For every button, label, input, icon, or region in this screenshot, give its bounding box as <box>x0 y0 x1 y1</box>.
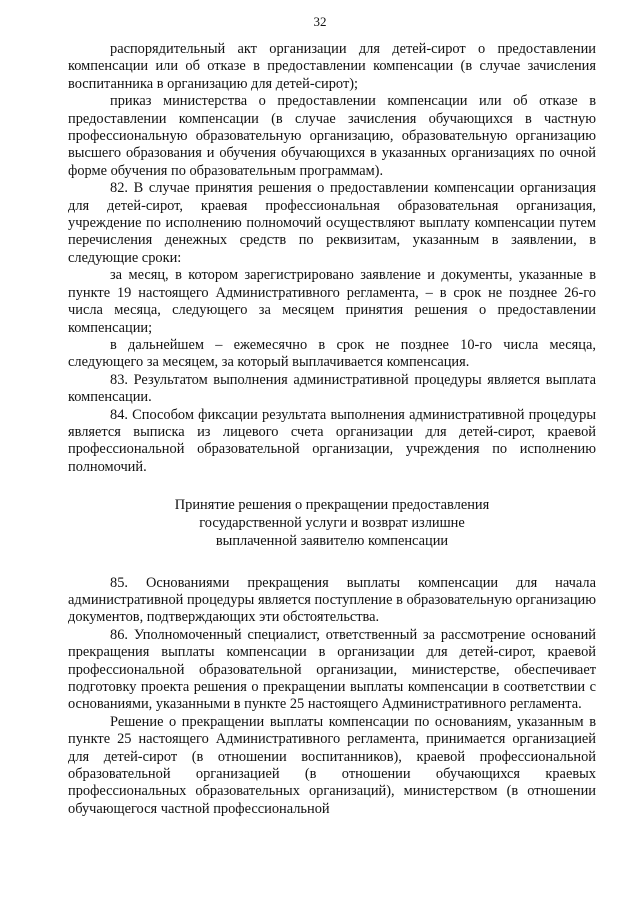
heading-line: Принятие решения о прекращении предоставления <box>174 497 490 514</box>
paragraph: 83. Результатом выполнения административной процедуры является выплата компенсации. <box>68 371 596 406</box>
paragraph: 85. Основаниями прекращения выплаты компенсации для начала административной процедуры является поступление в образовательную организацию документов, подтверждающих эти обстоятельства. <box>68 574 596 626</box>
paragraph: приказ министерства о предоставлении компенсации или об отказе в предоставлении компенсации (в случае зачисления обучающихся в частную профессиональную образовательную организацию, образовательную организацию высшего образования и обучения обучающихся в указанных организациях по очной форме обучения по образовательным программам). <box>68 93 596 179</box>
section-heading <box>68 497 596 550</box>
paragraph: в дальнейшем – ежемесячно в срок не позднее 10-го числа месяца, следующего за месяцем, за который выплачивается компенсация. <box>68 336 596 371</box>
paragraph: Решение о прекращении выплаты компенсации по основаниям, указанным в пункте 25 настоящего Административного регламента, принимается организацией для детей-сирот (в отношении воспитанников), краевой профессиональной образовательной организацией (в отношении обучающихся краевых профессиональных образовательных организаций), министерством (в отношении обучающегося частной профессиональной <box>68 713 596 817</box>
document-text <box>68 41 596 818</box>
paragraph: распорядительный акт организации для детей-сирот о предоставлении компенсации или об отказе в предоставлении компенсации (в случае зачисления воспитанника в организацию для детей-сирот); <box>68 41 596 92</box>
paragraph: 86. Уполномоченный специалист, ответственный за рассмотрение оснований прекращения выплаты компенсации в организации для детей-сирот, краевой профессиональной образовательной организации, министерстве, обеспечивает подготовку проекта решения о прекращении выплаты компенсации в соответствии с основаниями, указанными в пункте 25 настоящего Административного регламента. <box>68 626 596 713</box>
paragraph: 84. Способом фиксации результата выполнения административной процедуры является выписка из лицевого счета организации для детей-сирот, краевой профессиональной образовательной организации, учреждения по исполнению полномочий. <box>68 406 596 475</box>
heading-line: государственной услуги и возврат излишне <box>199 514 465 531</box>
heading-line: выплаченной заявителю компенсации <box>215 532 449 549</box>
paragraph: 82. В случае принятия решения о предоставлении компенсации организация для детей-сирот, краевая профессиональная образовательная организация, учреждение по исполнению полномочий осуществляют выплату компенсации путем перечисления денежных средств по реквизитам, указанным в заявлении, в следующие сроки: <box>68 180 596 266</box>
page-number: 32 <box>313 14 327 29</box>
paragraph: за месяц, в котором зарегистрировано заявление и документы, указанные в пункте 19 настоящего Административного регламента, – в срок не позднее 26-го числа месяца, следующего за месяцем принятия решения о предоставлении компенсации; <box>68 267 596 336</box>
